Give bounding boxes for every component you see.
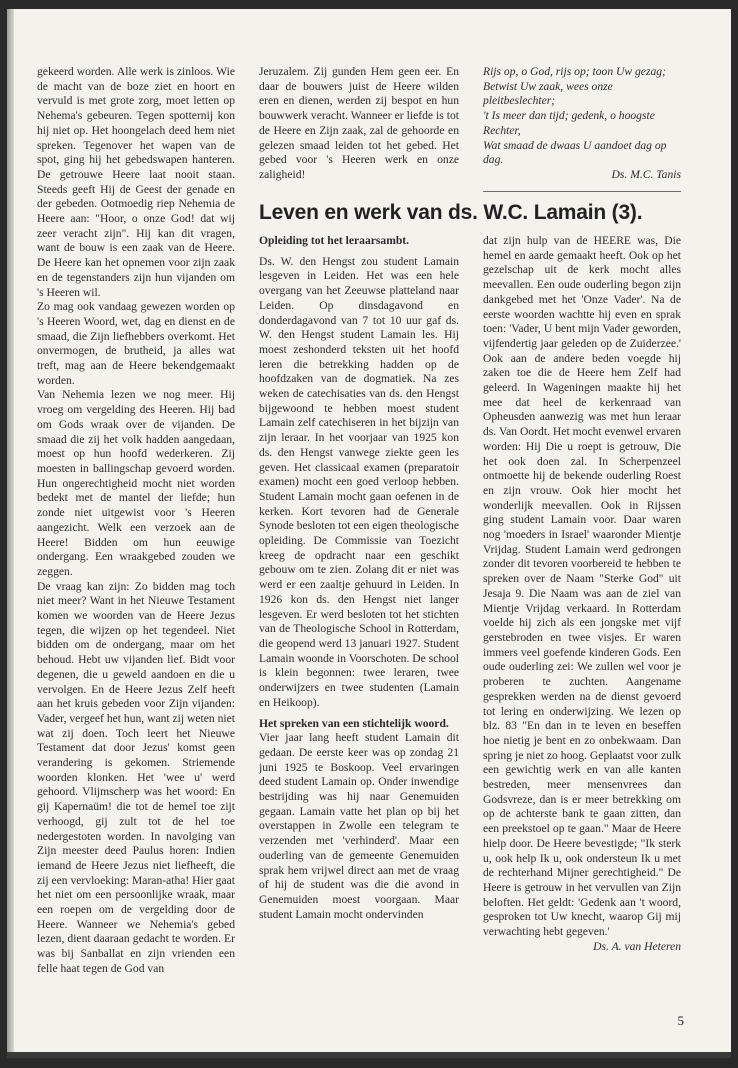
paragraph-opleiding: Ds. W. den Hengst zou student Lamain lesgeven in Leiden. Het was een hele overgang van het Zeeuwse platteland naar Leiden. Op dinsdagavond en donderdagavond van 7 tot 10 uur gaf ds. W. den Hengst student Lamain les. Hij moest zeshonderd teksten uit het hoofd leren die betrekking hadden op de hoofdzaken van de dogmatiek. Na zes weken de catechisaties van ds. den Hengst bijgewoond te hebben moest student Lamain zelf catechiseren in het bijzijn van zijn leraar. In het voorjaar van 1925 kon ds. den Hengst vanwege ziekte geen les geven. Het classicaal examen (preparatoir examen) mocht een goed verloop hebben. Student Lamain mocht gaan oefenen in de kerken. Kort tevoren had de Generale Synode besloten tot een eigen theologische opleiding. De Commissie van Toezicht kreeg de opdracht naar een geschikt gebouw om te zien. Zolang dit er niet was werd er een zaaltje gehuurd in Leiden. In 1926 kon ds. den Hengst niet langer lesgeven. Er werd besloten tot het stichten van de Theologische School in Rotterdam, die geopend werd 13 januari 1927. Student Lamain woonde in Voorschoten. De school is klein begonnen: twee leraren, twee onderwijzers en twee studenten (Lamain en Heikoop). — [259, 254, 459, 709]
column-middle — [259, 234, 459, 922]
previous-article-continuation: Jeruzalem. Zij gunden Hem geen eer. En daar de bouwers juist de Heere wilden eren en dienen, werden zij bespot en hun bouwwerk veracht. Wanneer er liefde is tot de Heere en Zijn zaak, zal de gehoorde en gelezen smaad leiden tot het gebed. Het gebed voor 's Heeren werk en onze zaligheid! — [259, 65, 459, 181]
paragraph-spreken: Vier jaar lang heeft student Lamain dit gedaan. De eerste keer was op zondag 21 juni 1925 te Boskoop. Veel ervaringen deed student Lamain op. Onder inwendige bestrijding was hij naar Genemuiden gegaan. Lamain vatte het plan op bij het overstappen in Zwolle een telegram te verzenden met 'verhinderd'. Maar een ouderling van de gemeente Genemuiden sprak hem vrijwel direct aan met de vraag of hij de student was die die avond in Genemuiden moest voorgaan. Maar student Lamain mocht ondervinden — [259, 731, 459, 921]
binding-gutter — [7, 9, 14, 1058]
scan-bottom-edge — [7, 1052, 731, 1058]
divider-rule — [483, 191, 681, 192]
previous-article-text: gekeerd worden. Alle werk is zinloos. Wie de macht van de boze ziet en hoort en vervuld is met grote zorg, moet letten op Nehema's gebeuren. Tegen spotternij kon hij niet op. Het hoongelach deed hem niet spreken. Tegenover het wapen van de spot, ging hij het gebedswapen hanteren. De getrouwe Heere laat nooit staan. Steeds geeft Hij de Geest der genade en der gebeden. Ootmoedig riep Nehemia de Heere aan: "Hoor, o onze God! dat wij zeer veracht zijn". Hij kan dit vragen, want de bouw is een zaak van de Heere. De Heere kan het opnemen voor zijn zaak en de tegenstanders zijn hun vijanden om 's Heeren wil. Zo mag ook vandaag gewezen worden op 's Heeren Woord, wet, dag en dienst en de smaad, die Zijn liefhebbers overkomt. Het onvermogen, de brutheid, ja alles wat treft, mag aan de Heere bekendgemaakt worden. Van Nehemia lezen we nog meer. Hij vroeg om vergelding des Heeren. Hij bad om Gods wraak over de vijanden. De smaad die zij het volk hadden aangedaan, moest op hun hoofd wederkeren. Zij moesten in ballingschap gevoerd worden. Hun ongerechtigheid mocht niet worden bedekt met de mantel der liefde; hun zonde niet uitgewist voor 's Heeren aangezicht. Welk een verzoek aan de Heere! Bidden om hun eeuwige ondergang. Een wraakgebed zouden we zeggen. De vraag kan zijn: Zo bidden mag toch niet meer? Want in het Nieuwe Testament komen we woorden van de Heere Jezus tegen, die wijzen op het tegendeel. Niet bidden om de ondergang, maar om het behoud. Hebt uw vijanden lief. Bidt voor degenen, die u geweld aandoen en die u vervolgen. En de Heere Jezus Zelf heeft aan het kruis gebeden voor Zijn vijanden: Vader, vergeef het hun, want zij weten niet wat zij doen. Toch leert het Nieuwe Testament dat door Jezus' komst geen verandering is gekomen. Striemende woorden klonken. Het 'wee u' werd gehoord. Vlijmscherp was het woord: En gij Kapernaüm! die tot de hemel toe zijt verhoogd, gij zult tot de hel toe nedergestoten worden. In navolging van Zijn meester deed Paulus horen: Indien iemand de Heere Jezus niet liefheeft, die zij een vervloeking: Maran-atha! Hier gaat het niet om een persoonlijke wraak, maar een roepen om de vergelding door de Heere. Wanneer we Nehemia's gebed lezen, dient daaraan gedacht te worden. Er was bij Sanballat en zijn vrienden een felle haat tegen de God van — [37, 65, 235, 975]
article-title: Leven en werk van ds. W.C. Lamain (3). — [259, 201, 643, 224]
previous-article-signature: Ds. M.C. Tanis — [611, 167, 681, 181]
psalm-quote: Rijs op, o God, rijs op; toon Uw gezag; Betwist Uw zaak, wees onze pleitbeslechter; 't Is meer dan tijd; gedenk, o hoogste Rechter, Wat smaad de dwaas U aandoet dag op dag. — [483, 65, 667, 167]
paragraph-continuation: dat zijn hulp van de HEERE was, Die hemel en aarde gemaakt heeft. Ook op het gezelschap uit de kerk mocht alles meevallen. Een oude ouderling begon zijn dankgebed met het 'Onze Vader'. Na de eerste woorden wachtte hij even en sprak toen: 'Vader, U bent mijn Vader geworden, vijfendertig jaar geleden op de Zuiderzee.' Ook aan de andere beden voegde hij zaken toe die de Heere hem Zelf had geleerd. In Wageningen maakte hij het mee dat heel de kerkenraad van Opheusden aanwezig was met hun leraar ds. Van Oordt. Het mocht evenwel ervaren worden: Hij Die u roept is getrouw, Die het ook doen zal. In Scherpenzeel ontmoette hij de bekende ouderling Roest en zijn vrouw. Ook hier mocht het wonderlijk meevallen. Ook in Rijssen ging student Lamain voor. Daar waren nog 'moeders in Israel' waaronder Mientje Vrijdag. Student Lamain werd gedrongen zonder dit tevoren voorbereid te hebben te spreken over de Naam "Sterke God" uit Jesaja 9. Die Naam was aan de ziel van Mientje Vrijdag verkaard. In Rotterdam voelde hij zich als een jongske met vijf gerstebroden en twee visjes. Er waren immers veel goefende kinderen Gods. Een oude ouderling zei: We zullen wel voor je proberen te zuchten. Aangename gesprekken werden na de dienst gevoerd tot lering en onderwijzing. We lezen op blz. 83 "En dan in te leven en beseffen hoe nietig je bent en zo onbekwaam. Dan spring je niet zo hoog. Geplaatst voor zulk een gewichtig werk en van alle kanten bestreden, meer mensenvrees dan Godsvreze, dan is er meer betrekking om op de achterste bank te gaan zitten, dan een preekstoel op te gaan." Maar de Heere hielp door. De Heere bevestigde; "Ik sterk u, ook help Ik u, ook ondersteun Ik u met de rechterhand Mijner gerechtigheid." De Heere is getrouw in het vervullen van Zijn beloften. Het geldt: 'Gedenk aan 't woord, gesproken tot Uw knecht, waarop Gij mij verwachting hebt gegeven.' — [483, 234, 681, 939]
section-heading-spreken: Het spreken van een stichtelijk woord. — [259, 716, 449, 730]
page-number: 5 — [677, 1013, 684, 1028]
section-heading-opleiding: Opleiding tot het leraarsambt. — [259, 234, 410, 247]
column-right — [483, 234, 681, 954]
column-middle-top — [259, 65, 459, 183]
column-left — [37, 65, 235, 977]
article-signature: Ds. A. van Heteren — [593, 939, 681, 953]
column-right-top — [483, 65, 681, 183]
